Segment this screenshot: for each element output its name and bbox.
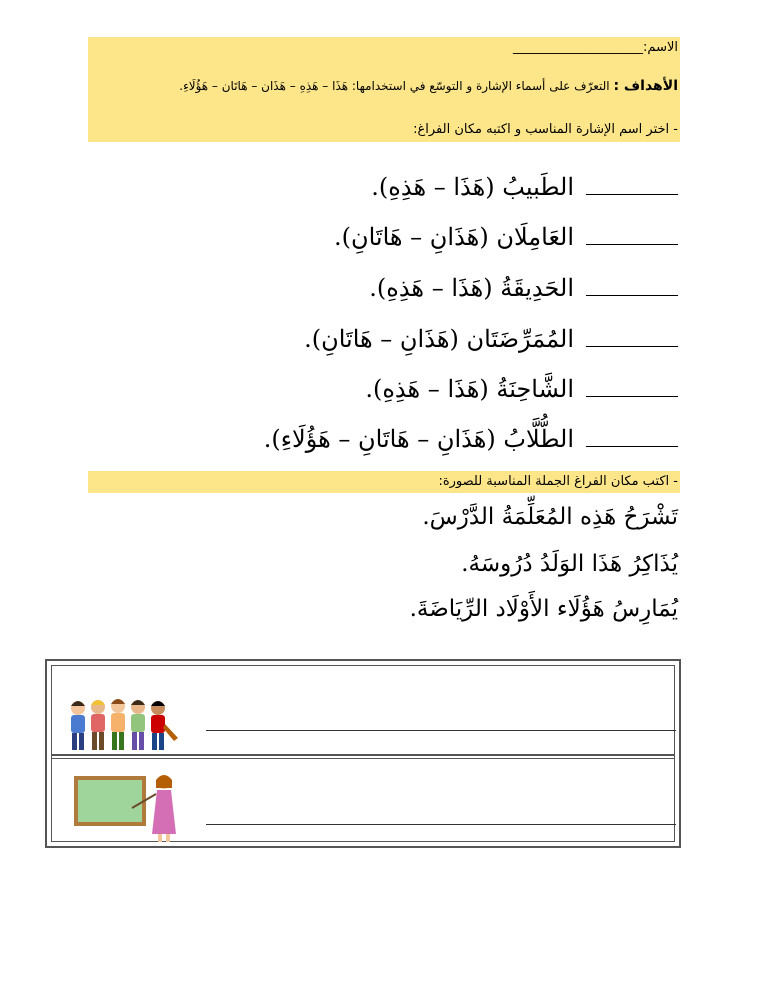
goals-label: الأهداف : [613,78,678,94]
exercise-text: الطُّلَّابُ (هَذَانِ – هَاتَانِ – هَؤُلَاءِ). [263,425,574,453]
exercise-text: الحَدِيقَةُ (هَذَا – هَذِهِ). [369,274,574,302]
answer-blank[interactable] [586,328,678,347]
section1-instruction: - اختر اسم الإشارة المناسب و اكتبه مكان الفراغ: [413,122,678,137]
children-group-icon [68,694,180,756]
exercise-row-1 [371,173,678,201]
exercise-row-2 [334,223,678,251]
table-divider [52,758,674,759]
answer-blank[interactable] [586,378,678,397]
sentence-1: تَشْرَحُ هَذِه المُعَلِّمَةُ الدَّرْسَ. [422,504,678,530]
name-label: الاسم: [643,40,678,55]
answer-line-2[interactable] [206,824,676,825]
answer-line-1[interactable] [206,730,676,731]
exercise-row-3 [369,274,678,302]
answer-table [45,659,681,848]
exercise-row-6 [264,425,678,453]
name-blank[interactable]: ____________________ [513,40,644,55]
section2-instruction: - اكتب مكان الفراغ الجملة المناسبة للصورة: [438,474,678,489]
teacher-blackboard-icon [72,772,182,844]
answer-blank[interactable] [586,176,678,195]
exercise-text: الطَبيبُ (هَذَا – هَذِهِ). [371,173,574,201]
exercise-row-5 [365,375,678,403]
exercise-text: العَامِلَان (هَذَانِ – هَاتَانِ). [333,223,574,251]
answer-table-inner [51,665,675,842]
name-line [513,40,678,55]
answer-blank[interactable] [586,277,678,296]
goals-text: التعرّف على أسماء الإشارة و التوسّع في استخدامها: هَذَا – هَذِهِ – هَذَان – هَاتَان – هَؤُلَاءِ. [179,79,610,93]
answer-blank[interactable] [586,428,678,447]
exercise-row-4 [304,325,678,353]
sentence-3: يُمَارِسُ هَؤُلَاء الأَوْلَاد الرِّيَاضَةَ. [409,596,678,622]
exercise-text: الشَّاحِنَةُ (هَذَا – هَذِهِ). [365,375,574,403]
answer-blank[interactable] [586,226,678,245]
goals-line [179,78,678,94]
sentence-2: يُذَاكِرُ هَذَا الوَلَدُ دُرُوسَهُ. [461,551,678,577]
exercise-text: المُمَرِّضَتَان (هَذَانِ – هَاتَانِ). [304,325,574,353]
